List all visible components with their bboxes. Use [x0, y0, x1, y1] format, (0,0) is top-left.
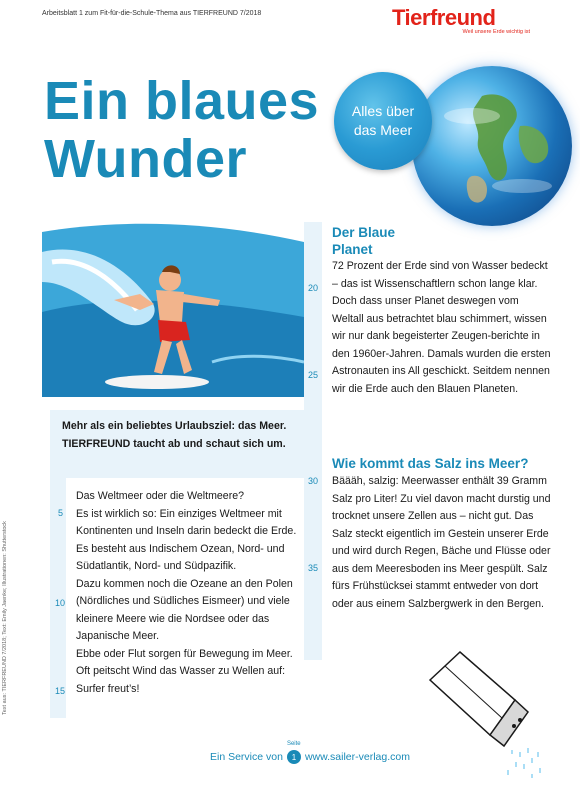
intro-text: Mehr als ein beliebtes Urlaubsziel: das Meer. TIERFREUND taucht ab und schaut sich um. — [62, 420, 287, 450]
section-salt — [332, 455, 552, 613]
line-number-35: 35 — [308, 563, 319, 573]
globe-continents — [412, 66, 572, 226]
page-number: 1 — [291, 752, 297, 762]
line-number-5: 5 — [58, 508, 64, 518]
publisher-url[interactable]: www.sailer-verlag.com — [304, 751, 410, 763]
salt-heading: Wie kommt das Salz ins Meer? — [332, 456, 529, 471]
blue-planet-heading-line-1: Der Blaue — [332, 225, 396, 240]
tierfreund-logo — [392, 6, 530, 35]
surfer-wave-svg — [42, 222, 304, 397]
line-number-10: 10 — [55, 598, 66, 608]
line-number-20: 20 — [308, 283, 319, 293]
salt-shaker-svg — [420, 640, 560, 780]
left-paragraph-3: Dazu kommen noch die Ozeane an den Polen (Nördliches und Südliches Eismeer) und viele kleinere Meere wie die Nordsee oder das Japanische Meer. — [76, 577, 293, 642]
salt-text: Bäääh, salzig: Meerwasser enthält 39 Gramm Salz pro Liter! Zu viel davon macht durstig und trocknet unsere Zellen aus – nicht gut. Das Salz steckt eigentlich im Gestein unserer Erde und wird durch Regen, Bäche und Flüsse oder aus dem Meeresboden ins Meer gespült. Salz fürs Frühstücksei stammt entweder von dort oder aus einem Salzbergwerk in den Bergen. — [332, 475, 551, 610]
side-credit: Text aus: TIERFREUND 7/2018; Text: Emily Jaenke; Illustrationen: Shutterstock — [2, 521, 8, 715]
page-number-badge — [286, 741, 301, 764]
logo-word: Tierfreund — [392, 5, 496, 30]
page-label: Seite — [286, 741, 301, 747]
line-number-30: 30 — [308, 476, 319, 486]
section-blue-planet — [332, 224, 552, 398]
salt-shaker-illustration — [420, 640, 560, 780]
logo-tagline: Weil unsere Erde wichtig ist — [462, 29, 530, 35]
blue-planet-text: 72 Prozent der Erde sind von Wasser bedeckt – das ist Wissenschaftlern schon lange klar. Doch dass unser Planet deswegen vom Weltall aus betrachtet blau schimmert, wissen wir nur dank begeisterter Zeugen-berichte in den 1960er-Jahren. Damals wurden die ersten Astronauten ins All geschickt. Seitdem nennen wir die Erde auch den Blauen Planeten. — [332, 260, 551, 395]
line-number-25: 25 — [308, 370, 319, 380]
left-paragraph-2: Es ist wirklich so: Ein einziges Weltmeer mit Kontinenten und Inseln darin bedeckt die Erde. Es besteht aus Indischem Ozean, Nord- und Südatlantik, Nord- und Südpazifik. — [76, 507, 297, 572]
page-title — [44, 72, 319, 188]
footer — [210, 741, 410, 764]
blue-planet-heading-line-2: Planet — [332, 242, 373, 257]
left-paragraph-1: Das Weltmeer oder die Weltmeere? — [76, 490, 244, 502]
topic-badge — [334, 72, 432, 170]
line-number-15: 15 — [55, 686, 66, 696]
badge-line-2: das Meer — [353, 122, 413, 138]
header-note: Arbeitsblatt 1 zum Fit-für-die-Schule-Thema aus TIERFREUND 7/2018 — [42, 10, 262, 17]
surfer-illustration — [42, 222, 304, 397]
title-line-2: Wunder — [44, 129, 247, 189]
earth-globe-illustration — [412, 66, 572, 226]
left-column-body — [76, 488, 308, 698]
badge-line-1: Alles über — [351, 103, 415, 119]
left-paragraph-4: Ebbe oder Flut sorgen für Bewegung im Meer. Oft peitscht Wind das Wasser zu Wellen auf: Surfer freut’s! — [76, 647, 293, 695]
footer-prefix: Ein Service von — [210, 751, 283, 763]
title-line-1: Ein blaues — [44, 71, 320, 131]
